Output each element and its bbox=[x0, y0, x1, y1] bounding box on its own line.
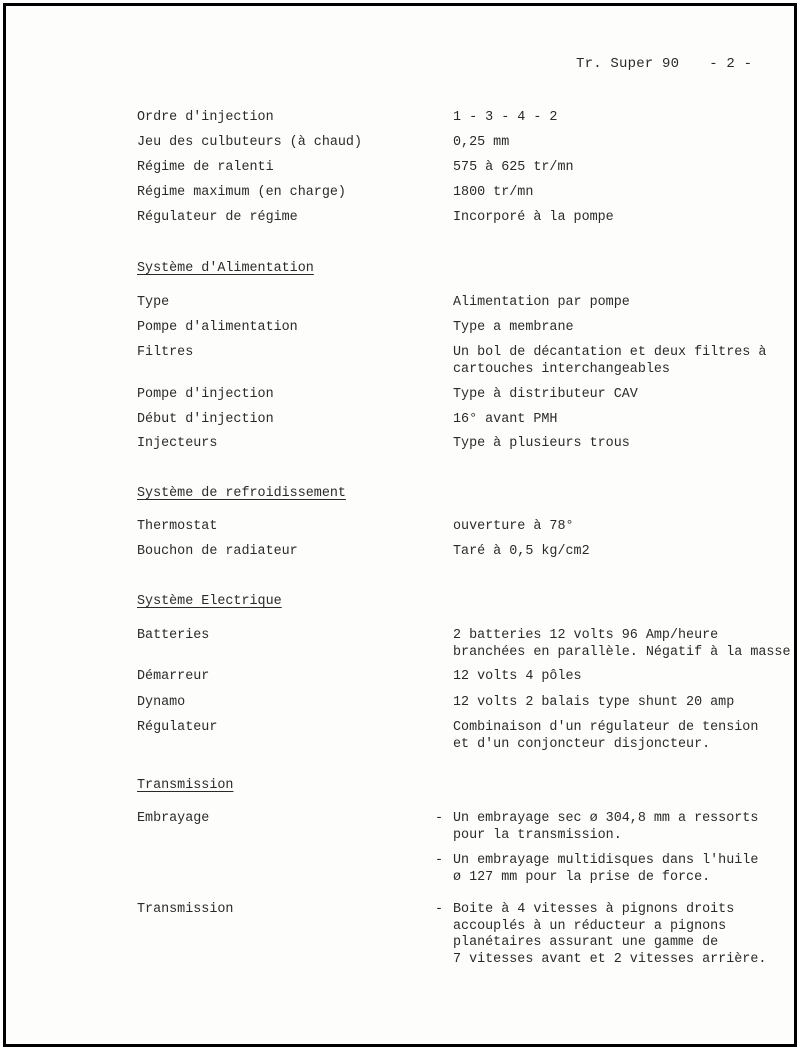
spec-value: Alimentation par pompe bbox=[453, 295, 630, 310]
spec-label: Batteries bbox=[137, 628, 210, 643]
spec-value: 2 batteries 12 volts 96 Amp/heure branchées en parallèle. Négatif à la masse bbox=[453, 628, 791, 660]
spec-label: Filtres bbox=[137, 345, 194, 360]
spec-label: Régime maximum (en charge) bbox=[137, 185, 346, 200]
section-title-alimentation: Système d'Alimentation bbox=[137, 261, 314, 276]
spec-label: Régime de ralenti bbox=[137, 160, 274, 175]
bullet-dash: - bbox=[435, 853, 444, 868]
section-title-transmission: Transmission bbox=[137, 778, 234, 793]
spec-label: Jeu des culbuteurs (à chaud) bbox=[137, 135, 362, 150]
spec-value: Boite à 4 vitesses à pignons droits accouplés à un réducteur a pignons planétaires assurant une gamme de 7 vitesses avant et 2 vitesses arrière. bbox=[453, 902, 767, 967]
spec-value: 1 - 3 - 4 - 2 bbox=[453, 110, 558, 125]
section-title-electrique: Système Electrique bbox=[137, 594, 282, 609]
spec-value: 1800 tr/mn bbox=[453, 185, 534, 200]
spec-value: Combinaison d'un régulateur de tension et d'un conjoncteur disjoncteur. bbox=[453, 720, 759, 752]
spec-value: ouverture à 78° bbox=[453, 519, 574, 534]
spec-value: 0,25 mm bbox=[453, 135, 510, 150]
spec-value: Type à plusieurs trous bbox=[453, 436, 630, 451]
spec-label: Injecteurs bbox=[137, 436, 218, 451]
spec-value: 12 volts 4 pôles bbox=[453, 669, 582, 684]
section-title-refroidissement: Système de refroidissement bbox=[137, 486, 346, 501]
document-page bbox=[3, 3, 797, 1047]
spec-label: Régulateur de régime bbox=[137, 210, 298, 225]
spec-label: Régulateur bbox=[137, 720, 218, 735]
spec-value: Type à distributeur CAV bbox=[453, 387, 638, 402]
spec-value: Taré à 0,5 kg/cm2 bbox=[453, 544, 590, 559]
bullet-dash: - bbox=[435, 902, 444, 917]
spec-label: Ordre d'injection bbox=[137, 110, 274, 125]
spec-value: 575 à 625 tr/mn bbox=[453, 160, 574, 175]
spec-label: Type bbox=[137, 295, 170, 310]
spec-label: Pompe d'injection bbox=[137, 387, 274, 402]
spec-label: Démarreur bbox=[137, 669, 210, 684]
spec-value: Type a membrane bbox=[453, 320, 574, 335]
bullet-dash: - bbox=[435, 811, 444, 826]
spec-label: Dynamo bbox=[137, 695, 186, 710]
page-header bbox=[576, 56, 752, 72]
spec-label: Transmission bbox=[137, 902, 234, 917]
document-title: Tr. Super 90 bbox=[576, 56, 680, 72]
spec-value: Un bol de décantation et deux filtres à cartouches interchangeables bbox=[453, 345, 767, 377]
spec-value: Un embrayage multidisques dans l'huile ø 127 mm pour la prise de force. bbox=[453, 853, 759, 885]
spec-label: Thermostat bbox=[137, 519, 218, 534]
spec-label: Début d'injection bbox=[137, 412, 274, 427]
page-number: - 2 - bbox=[709, 56, 753, 72]
spec-label: Pompe d'alimentation bbox=[137, 320, 298, 335]
spec-value: 12 volts 2 balais type shunt 20 amp bbox=[453, 695, 735, 710]
spec-value: 16° avant PMH bbox=[453, 412, 558, 427]
spec-value: Incorporé à la pompe bbox=[453, 210, 614, 225]
spec-value: Un embrayage sec ø 304,8 mm a ressorts pour la transmission. bbox=[453, 811, 759, 843]
spec-label: Bouchon de radiateur bbox=[137, 544, 298, 559]
spec-label: Embrayage bbox=[137, 811, 210, 826]
